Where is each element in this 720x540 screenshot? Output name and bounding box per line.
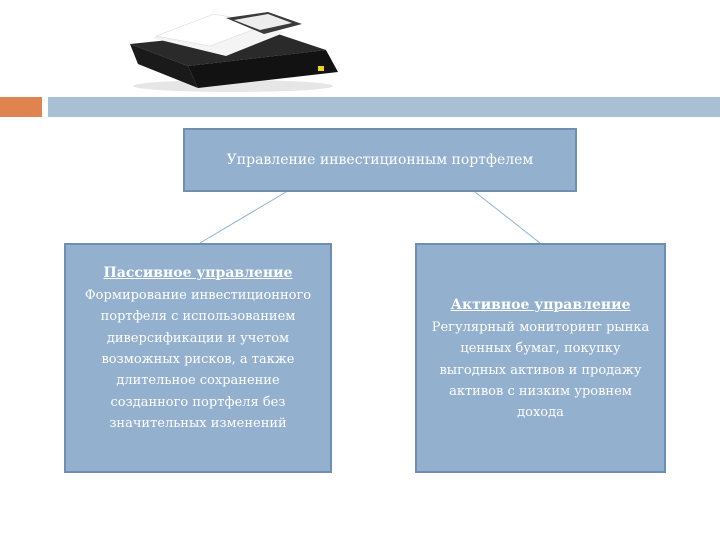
accent-bar-orange: [0, 97, 42, 117]
passive-management-text: Формирование инвестиционного портфеля с использованием диверсификации и учетом возможных рисков, а также длительное сохранение созданного портфеля без значительных изменений: [84, 288, 312, 431]
passive-management-title: Пассивное управление: [103, 265, 293, 281]
root-node-label: Управление инвестиционным портфелем: [226, 152, 534, 168]
portfolio-folder-icon: [118, 8, 343, 93]
active-management-node: [415, 243, 666, 473]
connector-right: [475, 192, 540, 243]
passive-management-node: [64, 243, 332, 473]
root-node: [183, 128, 577, 192]
active-management-text: Регулярный мониторинг рынка ценных бумаг, покупку выгодных активов и продажу активов с низким уровнем дохода: [431, 320, 650, 421]
connector-left: [200, 192, 286, 243]
accent-bar-blue: [48, 97, 720, 117]
active-management-title: Активное управление: [450, 297, 631, 313]
